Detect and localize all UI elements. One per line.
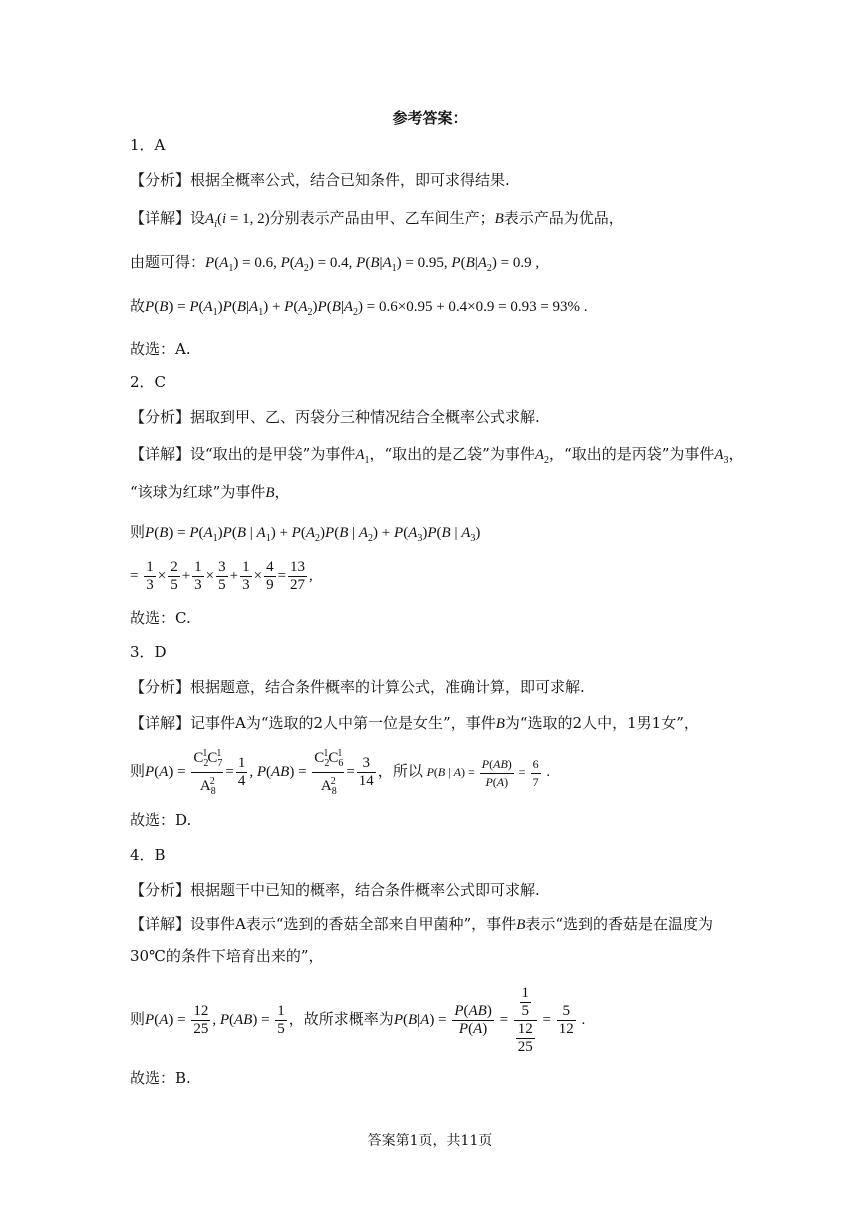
- q1-result: [130, 296, 588, 323]
- q3-detail: 【详解】记事件A为“选取的2人中第一位是女生”，事件B为“选取的2人中，1男1女”，: [130, 714, 699, 732]
- q4-analysis: 【分析】根据题干中已知的概率，结合条件概率公式即可求解.: [130, 881, 540, 899]
- q1-choose: 故选：A.: [130, 340, 191, 358]
- q2-event-b: “该球为红球”为事件B，: [130, 483, 290, 501]
- q1-given: [130, 252, 539, 279]
- q2-event-b-text: “该球为红球”为事件: [130, 483, 266, 501]
- q2-detail: 【详解】设“取出的是甲袋”为事件$A_1$，“取出的是乙袋”为事件$A_2$，“取出的是丙袋”为事件$A_3$，: [130, 445, 744, 466]
- page-title: 参考答案：: [392, 109, 468, 127]
- q2-choose: 故选：C.: [130, 609, 191, 627]
- page-footer: 答案第1页，共11页: [367, 1133, 493, 1149]
- q1-given-formula: $P(A_1) = 0.6$, $P(A_2) = 0.4$, $P(B|A_1) = 0.95$, $P(B|A_2) = 0.9$ ,: [205, 255, 540, 274]
- q3-choose: 故选：D.: [130, 811, 192, 829]
- q1-given-prefix: 由题可得：: [130, 253, 206, 271]
- q1-detail-a: 【详解】设: [130, 209, 206, 227]
- q4-detail-a: 【详解】设事件A表示“选到的香菇全部来自甲菌种”，事件: [130, 915, 517, 933]
- q2-detail-c: ，“取出的是丙袋”为事件: [549, 445, 715, 463]
- q2-total-prob: $P(B) = P(A_1)P(B$ | $A_1) + P(A_2)P(B$ | $A_2) + P(A_3)P(B$ | $A_3$): [145, 525, 481, 544]
- q2-analysis: 【分析】据取到甲、乙、丙袋分三种情况结合全概率公式求解.: [130, 408, 540, 426]
- q4-detail-b: 表示“选到的香菇是在温度为: [525, 915, 714, 933]
- q2-detail-a: 【详解】设“取出的是甲袋”为事件: [130, 445, 356, 463]
- q3-answer: 3．D: [130, 643, 167, 661]
- q2-detail-b: ，“取出的是乙袋”为事件: [369, 445, 535, 463]
- q4-detail: 【详解】设事件A表示“选到的香菇全部来自甲菌种”，事件B表示“选到的香菇是在温度为: [130, 915, 714, 933]
- q1-detail-b: 分别表示产品由甲、乙车间生产；: [269, 209, 495, 227]
- q4-so: ，故所求概率为: [288, 1012, 394, 1028]
- q1-math-ai: $A_i(i = 1$, 2): [205, 211, 270, 230]
- q4-formula: 则P(A) = $\frac{12}{25}$ , P(AB) = $\frac{1}{5}$ ，故所求概率为P(B|A) = $\frac{P(AB)}{P(A)}$ = $\frac{\frac{1}{5}}{\frac{12}{25}}$ = $\frac{5}{12}$ .: [130, 985, 586, 1056]
- q3-formula: 则P(A) = $\frac{C_2^1C_7^1}{A_8^2}$ = $\frac{1}{4}$ , P(AB) = $\frac{C_2^1C_6^1}{A_8^2}$ = $\frac{3}{14}$ ，所以 P(B | A) = $\frac{P(AB)}{P(A)}$ = $\frac{6}{7}$ .: [130, 745, 550, 800]
- q2-answer: 2．C: [130, 373, 167, 391]
- q1-detail: 【详解】设$A_i(i = 1$, 2)分别表示产品由甲、乙车间生产；B表示产品为优品，: [130, 209, 624, 230]
- q2-formula-1: [130, 522, 480, 549]
- q4-detail-c: 30℃的条件下培育出来的”，: [130, 947, 324, 965]
- q1-so-prefix: 故: [130, 297, 146, 315]
- q3-so: 所以: [392, 763, 423, 780]
- q1-result-formula: $P(B) = P(A_1)P(B|A_1) + P(A_2)P(B|A_2) = 0.6\times 0.95 + 0.4\times 0.9 = 0.93 = 93\%$ .: [145, 299, 588, 318]
- q3-detail-a: 【详解】记事件A为“选取的2人中第一位是女生”，事件: [130, 714, 496, 732]
- q1-detail-c: 表示产品为优品，: [503, 209, 624, 227]
- q3-analysis: 【分析】根据题意，结合条件概率的计算公式，准确计算，即可求解.: [130, 678, 585, 696]
- q2-formula-2: = $\frac{1}{3}$ × $\frac{2}{5}$ + $\frac{1}{3}$ × $\frac{3}{5}$ + $\frac{1}{3}$ × $\frac{4}{9}$ = $\frac{13}{27}$ ,: [130, 559, 313, 594]
- q2-then: 则: [130, 523, 146, 541]
- q3-detail-b: 为“选取的2人中，1男1女”，: [504, 714, 699, 732]
- q1-answer: 1．A: [130, 136, 166, 154]
- q3-then: 则: [130, 763, 146, 780]
- q1-analysis: 【分析】根据全概率公式，结合已知条件，即可求得结果.: [130, 171, 510, 189]
- q4-then: 则: [130, 1012, 146, 1028]
- q4-answer: 4．B: [130, 846, 166, 864]
- q4-choose: 故选：B.: [130, 1069, 191, 1087]
